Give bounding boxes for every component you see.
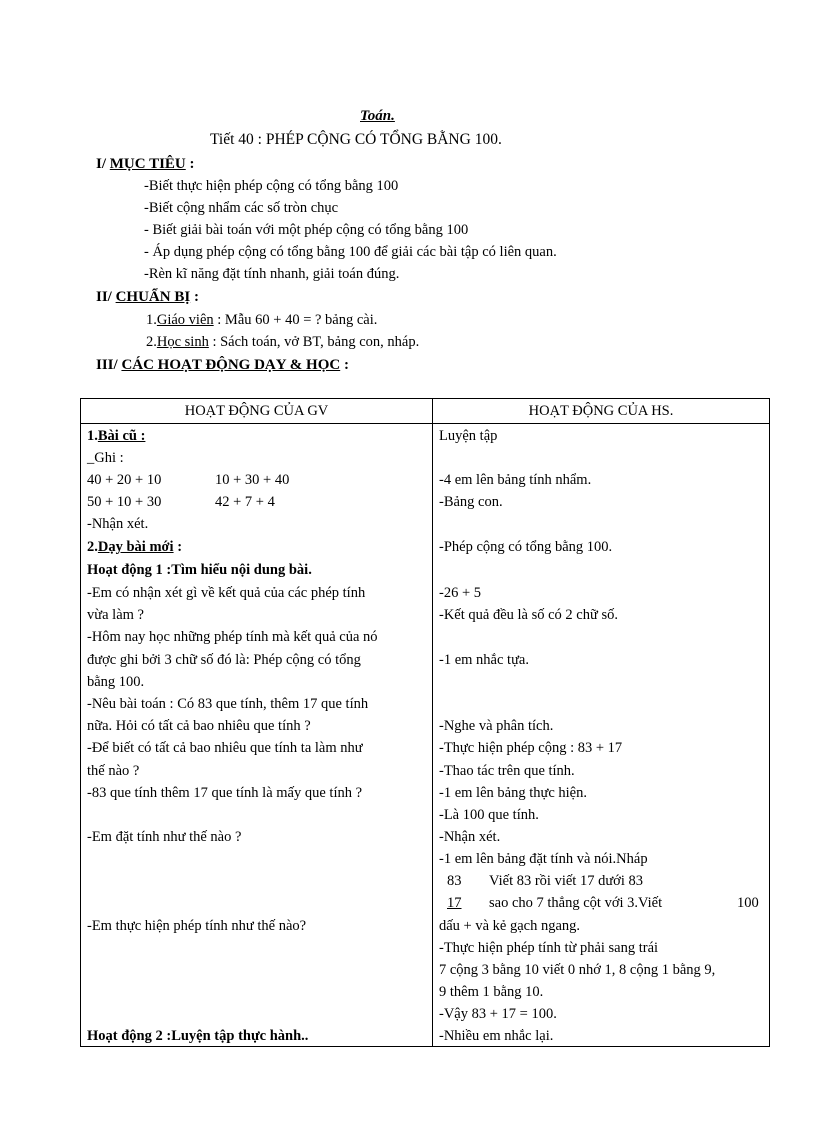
expression: 40 + 20 + 10: [87, 472, 162, 488]
objective-item: - Áp dụng phép cộng có tổng bằng 100 để giải các bài tập có liên quan.: [144, 244, 557, 260]
student-line: 7 cộng 3 bằng 10 viết 0 nhớ 1, 8 cộng 1 bằng 9,: [439, 962, 716, 978]
student-line: Luyện tập: [439, 428, 498, 444]
student-line: sao cho 7 thẳng cột với 3.Viết: [489, 895, 663, 911]
student-line: -Thực hiện phép cộng : 83 + 17: [439, 740, 623, 756]
student-line: 9 thêm 1 bằng 10.: [439, 984, 544, 1000]
student-line: -26 + 5: [439, 585, 482, 601]
activity-2-heading: Hoạt động 2 :Luyện tập thực hành..: [87, 1028, 309, 1044]
student-line: Viết 83 rồi viết 17 dưới 83: [489, 873, 643, 889]
preparation-heading: II/ CHUẨN BỊ :: [96, 289, 199, 305]
student-line: -Nhiều em nhắc lại.: [439, 1028, 554, 1044]
student-line: dấu + và kẻ gạch ngang.: [439, 918, 581, 934]
teacher-line: nữa. Hỏi có tất cả bao nhiêu que tính ?: [87, 718, 311, 734]
subject-title: Toán.: [360, 108, 395, 124]
teacher-column-header: HOẠT ĐỘNG CỦA GV: [81, 399, 433, 424]
activities-table: [80, 398, 770, 1047]
column-addend-83: 83: [447, 873, 462, 889]
objective-item: -Biết thực hiện phép cộng có tổng bằng 100: [144, 178, 399, 194]
preparation-student: 2.Học sinh : Sách toán, vở BT, bảng con, nháp.: [146, 334, 420, 350]
expression: 50 + 10 + 30: [87, 494, 162, 510]
student-line: -Thao tác trên que tính.: [439, 763, 575, 779]
teacher-line: -Em đặt tính như thế nào ?: [87, 829, 242, 845]
teacher-line: vừa làm ?: [87, 607, 144, 623]
teacher-line: được ghi bởi 3 chữ số đó là: Phép cộng có tổng: [87, 652, 361, 668]
teacher-activities-cell: [81, 424, 433, 1047]
teacher-line: -Nêu bài toán : Có 83 que tính, thêm 17 que tính: [87, 696, 369, 712]
student-line: -Vậy 83 + 17 = 100.: [439, 1006, 557, 1022]
student-line: -1 em lên bảng thực hiện.: [439, 785, 587, 801]
student-line: -Nghe và phân tích.: [439, 718, 554, 734]
old-lesson-heading: 1.Bài cũ :: [87, 428, 146, 444]
new-lesson-heading: 2.Dạy bài mới :: [87, 539, 183, 555]
objective-item: -Rèn kĩ năng đặt tính nhanh, giải toán đúng.: [144, 266, 400, 282]
student-line: -Là 100 que tính.: [439, 807, 539, 823]
student-line: -4 em lên bảng tính nhẩm.: [439, 472, 592, 488]
teacher-line: bằng 100.: [87, 674, 145, 690]
student-column-header: HOẠT ĐỘNG CỦA HS.: [433, 399, 770, 424]
activity-1-heading: Hoạt động 1 :Tìm hiểu nội dung bài.: [87, 562, 312, 578]
objectives-heading: I/ MỤC TIÊU :: [96, 156, 195, 172]
expression: 10 + 30 + 40: [215, 472, 290, 488]
teacher-line: -Em có nhận xét gì về kết quả của các phép tính: [87, 585, 366, 601]
student-line: -1 em nhắc tựa.: [439, 652, 529, 668]
expression: 42 + 7 + 4: [215, 494, 275, 510]
lesson-title: Tiết 40 : PHÉP CỘNG CÓ TỔNG BẰNG 100.: [210, 131, 502, 148]
teacher-line: -Hôm nay học những phép tính mà kết quả của nó: [87, 629, 378, 645]
teacher-line: -Em thực hiện phép tính như thế nào?: [87, 918, 307, 934]
student-line: -Bảng con.: [439, 494, 503, 510]
objective-item: - Biết giải bài toán với một phép cộng có tổng bằng 100: [144, 222, 469, 238]
student-line: -Nhận xét.: [439, 829, 501, 845]
student-line: -Kết quả đều là số có 2 chữ số.: [439, 607, 618, 623]
column-sum-100: 100: [737, 895, 759, 911]
objective-item: -Biết cộng nhẩm các số tròn chục: [144, 200, 339, 216]
student-line: -Phép cộng có tổng bằng 100.: [439, 539, 613, 555]
student-line: -1 em lên bảng đặt tính và nói.Nháp: [439, 851, 648, 867]
preparation-teacher: 1.Giáo viên : Mẫu 60 + 40 = ? bảng cài.: [146, 312, 378, 328]
student-activities-cell: [433, 424, 770, 1047]
teacher-line: -Nhận xét.: [87, 516, 149, 532]
teacher-line: -83 que tính thêm 17 que tính là mấy que tính ?: [87, 785, 363, 801]
note-label: _Ghi :: [87, 450, 124, 466]
activities-heading: III/ CÁC HOẠT ĐỘNG DẠY & HỌC :: [96, 357, 349, 373]
teacher-line: thế nào ?: [87, 763, 140, 779]
column-addend-17: 17: [447, 895, 462, 911]
teacher-line: -Để biết có tất cả bao nhiêu que tính ta làm như: [87, 740, 363, 756]
student-line: -Thực hiện phép tính từ phải sang trái: [439, 940, 659, 956]
